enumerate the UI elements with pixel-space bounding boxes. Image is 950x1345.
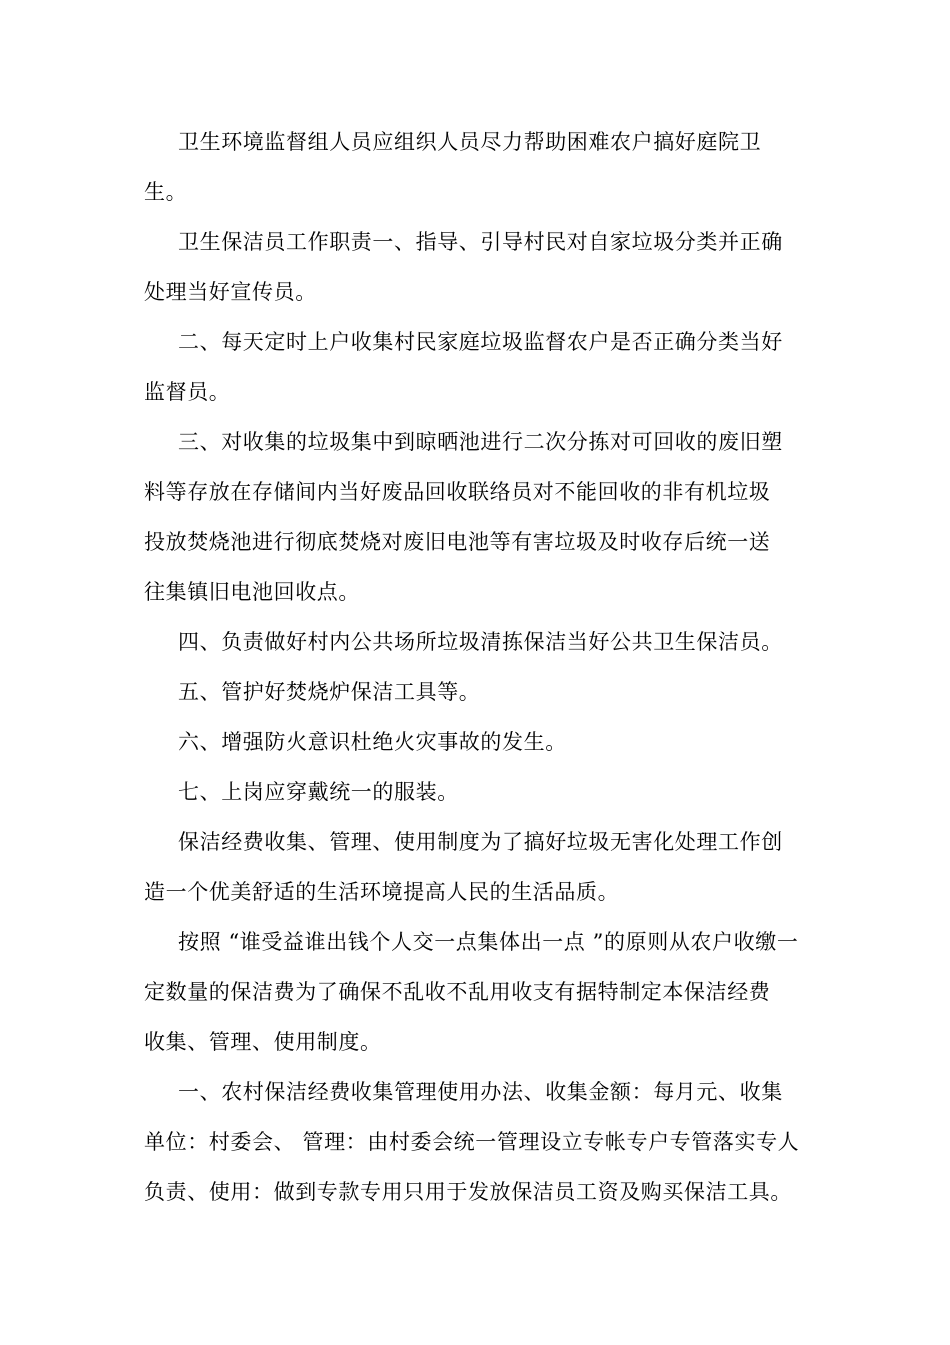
paragraph-line: 三、对收集的垃圾集中到晾晒池进行二次分拣对可回收的废旧塑 — [178, 430, 783, 454]
paragraph-line: 定数量的保洁费为了确保不乱收不乱用收支有据特制定本保洁经费 — [144, 980, 771, 1004]
paragraph-line: 一、农村保洁经费收集管理使用办法、收集金额：每月元、收集 — [178, 1080, 783, 1104]
paragraph-line: 按照 “谁受益谁出钱个人交一点集体出一点 ”的原则从农户收缴一 — [178, 930, 799, 954]
paragraph-line: 二、每天定时上户收集村民家庭垃圾监督农户是否正确分类当好 — [178, 330, 783, 354]
paragraph-line: 五、管护好焚烧炉保洁工具等。 — [178, 680, 481, 704]
paragraph-line: 收集、管理、使用制度。 — [144, 1030, 382, 1054]
paragraph-line: 卫生保洁员工作职责一、指导、引导村民对自家垃圾分类并正确 — [178, 230, 783, 254]
paragraph-line: 保洁经费收集、管理、使用制度为了搞好垃圾无害化处理工作创 — [178, 830, 783, 854]
paragraph-line: 负责、使用：做到专款专用只用于发放保洁员工资及购买保洁工具。 — [144, 1180, 792, 1204]
paragraph-line: 七、上岗应穿戴统一的服装。 — [178, 780, 459, 804]
paragraph-line: 监督员。 — [144, 380, 231, 404]
paragraph-line: 六、增强防火意识杜绝火灾事故的发生。 — [178, 730, 567, 754]
paragraph-line: 造一个优美舒适的生活环境提高人民的生活品质。 — [144, 880, 620, 904]
paragraph-line: 料等存放在存储间内当好废品回收联络员对不能回收的非有机垃圾 — [144, 480, 771, 504]
paragraph-line: 往集镇旧电池回收点。 — [144, 580, 360, 604]
paragraph-line: 单位：村委会、 管理：由村委会统一管理设立专帐专户专管落实专人 — [144, 1130, 800, 1154]
paragraph-line: 四、负责做好村内公共场所垃圾清拣保洁当好公共卫生保洁员。 — [178, 630, 783, 654]
paragraph-line: 卫生环境监督组人员应组织人员尽力帮助困难农户搞好庭院卫 — [178, 130, 762, 154]
paragraph-line: 投放焚烧池进行彻底焚烧对废旧电池等有害垃圾及时收存后统一送 — [144, 530, 771, 554]
paragraph-line: 生。 — [144, 180, 188, 204]
paragraph-line: 处理当好宣传员。 — [144, 280, 317, 304]
